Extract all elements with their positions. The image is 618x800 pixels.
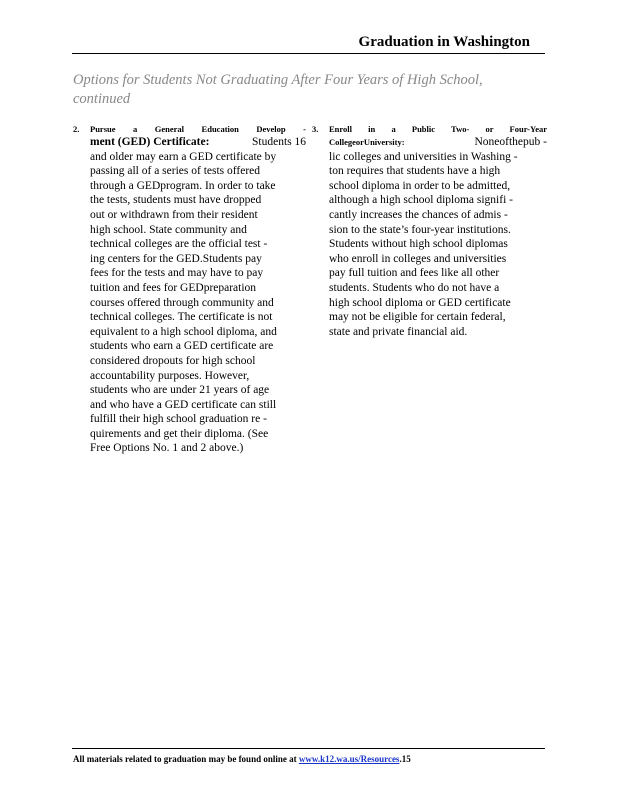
body-line: ton requires that students have a high (329, 165, 501, 178)
body-line: school diploma in order to be admitted, (329, 179, 511, 192)
body-line: quirements and get their diploma. (See (90, 427, 269, 440)
body-line: pay full tuition and fees like all other (329, 267, 500, 280)
item-body (312, 135, 547, 339)
body-line: equivalent to a high school diploma, and (90, 325, 277, 338)
page-footer (73, 754, 411, 764)
item-lead-line: Enroll in a Public Two- or Four-Year (329, 124, 547, 134)
item-number: 3. (312, 124, 319, 134)
body-text: Noneofthepub - (474, 136, 547, 148)
item-heading (73, 123, 306, 135)
body-line: high school. State community and (90, 223, 247, 236)
item-body (73, 135, 306, 456)
body-line (329, 135, 547, 150)
body-line: ing centers for the GED.Students pay (90, 252, 262, 265)
resources-link[interactable]: www.k12.wa.us/Resources (298, 754, 400, 764)
item-number: 2. (73, 124, 80, 134)
footer-text: All materials related to graduation may be found online at (73, 754, 297, 764)
body-line: considered dropouts for high school (90, 354, 256, 367)
footer-suffix: . (399, 754, 402, 764)
body-line: high school diploma or GED certificate (329, 296, 511, 309)
body-line: the tests, students must have dropped (90, 194, 262, 207)
body-line: tuition and fees for GEDpreparation (90, 281, 257, 294)
body-text: Students 16 (252, 136, 306, 148)
body-line: through a GEDprogram. In order to take (90, 179, 276, 192)
page-number: 15 (401, 754, 411, 764)
body-line: Students without high school diplomas (329, 238, 508, 251)
option-item-ged (73, 123, 306, 456)
header-divider (72, 53, 545, 54)
body-line: technical colleges. The certificate is not (90, 311, 273, 324)
body-line: may not be eligible for certain federal, (329, 311, 506, 324)
item-lead-inline: ment (GED) Certificate: (90, 136, 210, 148)
body-line: Free Options No. 1 and 2 above.) (90, 442, 244, 455)
body-line: courses offered through community and (90, 296, 274, 309)
body-line: who enroll in colleges and universities (329, 252, 507, 265)
body-line: fulfill their high school graduation re - (90, 413, 267, 426)
body-line: lic colleges and universities in Washing - (329, 150, 518, 163)
page-header-title: Graduation in Washington (358, 34, 530, 50)
body-line: passing all of a series of tests offered (90, 165, 261, 178)
body-line: accountability purposes. However, (90, 369, 250, 382)
item-lead-inline: CollegeorUniversity: (329, 137, 405, 147)
body-line: and older may earn a GED certificate by (90, 150, 277, 163)
body-line: students. Students who do not have a (329, 281, 500, 294)
item-lead-line: Pursue a General Education Develop - (90, 124, 306, 134)
body-line: sion to the state’s four-year institutions. (329, 223, 511, 236)
body-line: state and private financial aid. (329, 325, 468, 338)
body-line: technical colleges are the official test - (90, 238, 268, 251)
option-item-college (312, 123, 547, 339)
body-line: students who are under 21 years of age (90, 384, 270, 397)
item-heading (312, 123, 547, 135)
footer-divider (72, 748, 545, 749)
body-line: students who earn a GED certificate are (90, 340, 274, 353)
body-line: out or withdrawn from their resident (90, 208, 258, 221)
body-line: fees for the tests and may have to pay (90, 267, 264, 280)
body-line (90, 135, 306, 150)
section-title: Options for Students Not Graduating After Four Years of High School, continued (73, 72, 483, 107)
body-line: cantly increases the chances of admis - (329, 208, 508, 221)
body-line: although a high school diploma signifi - (329, 194, 513, 207)
body-line: and who have a GED certificate can still (90, 398, 277, 411)
